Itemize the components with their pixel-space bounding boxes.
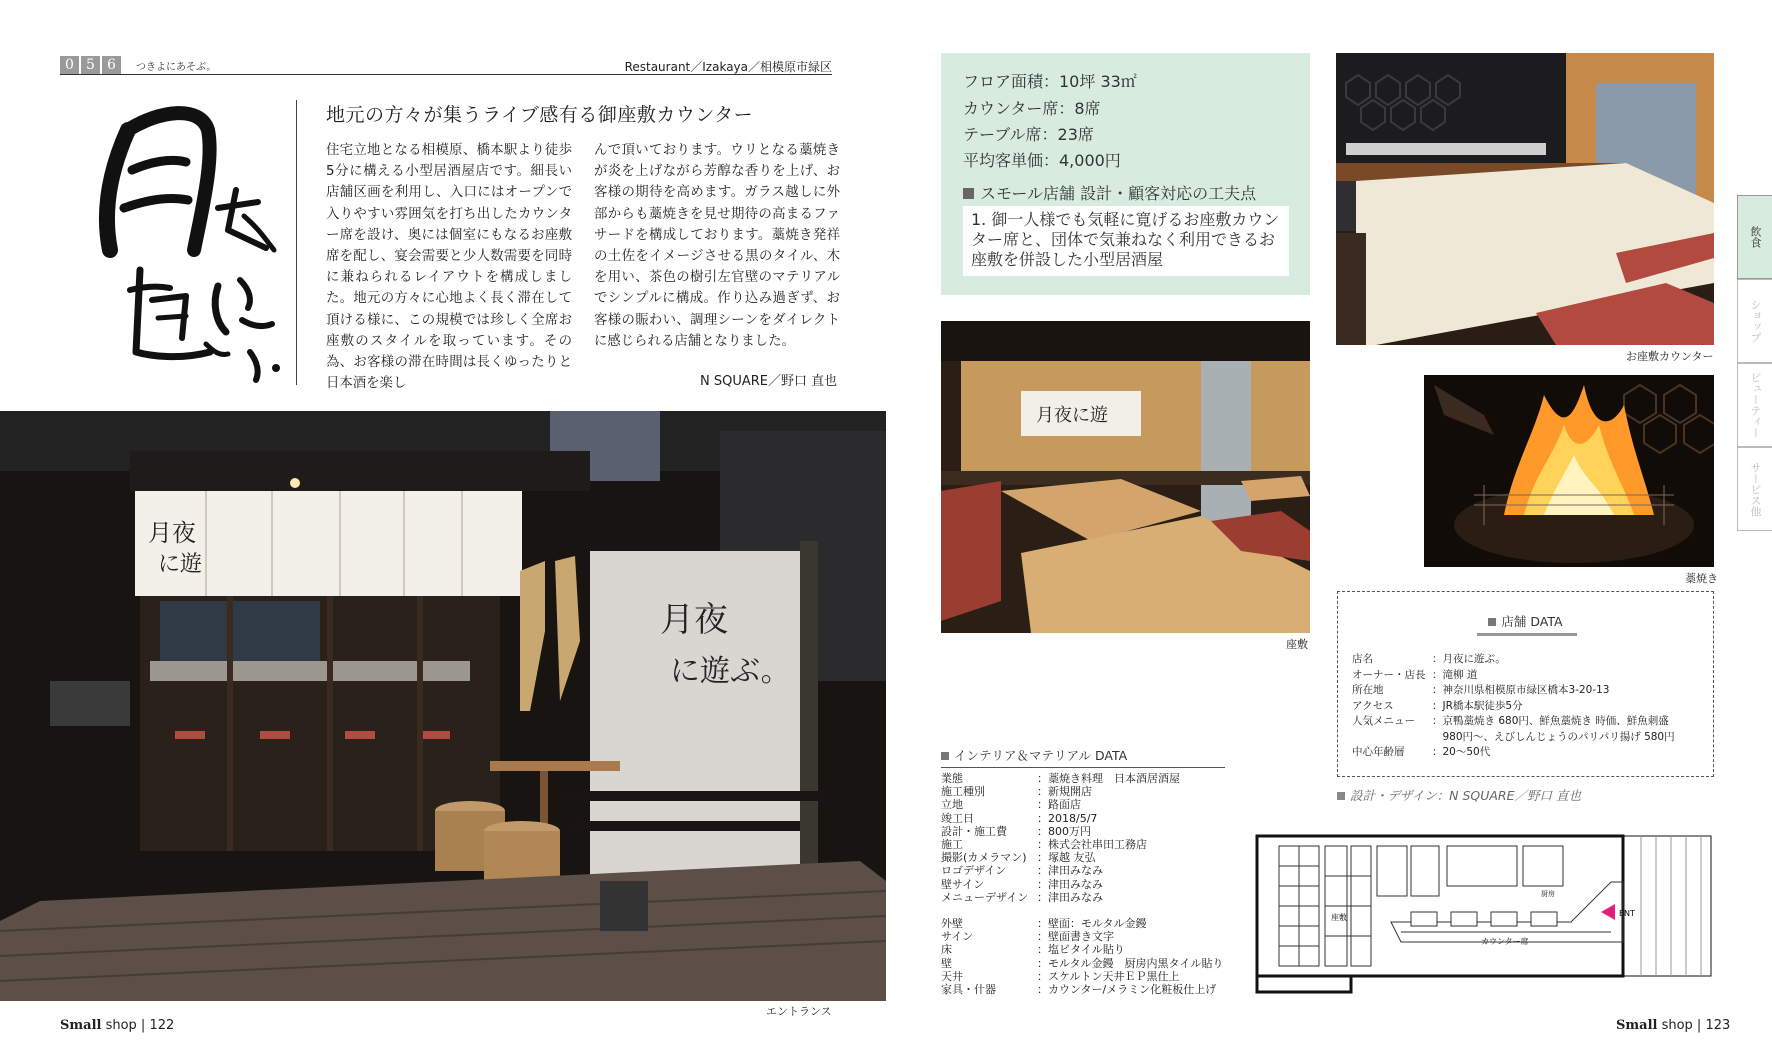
interior-row	[941, 851, 1237, 864]
store-value: ：京鴨藁焼き 680円、鮮魚藁焼き 時価、鮮魚刺盛	[1432, 715, 1669, 727]
page-code-digit: 5	[81, 56, 100, 74]
store-row	[1352, 714, 1702, 730]
interior-row	[941, 812, 1237, 825]
interior-row	[941, 864, 1237, 877]
point-title-text: スモール店舗 設計・顧客対応の工夫点	[980, 184, 1257, 203]
page-code	[60, 56, 121, 74]
svg-text:に遊: に遊	[158, 552, 203, 577]
interior-key: メニューデザイン	[941, 890, 1029, 904]
interior-value: ：800万円	[1037, 824, 1091, 838]
entrance-photo	[0, 411, 886, 1001]
interior-key: 立地	[941, 798, 963, 812]
interior-rule	[941, 767, 1225, 768]
interior-row	[941, 798, 1237, 811]
store-key: アクセス	[1352, 699, 1394, 712]
shop-logo	[90, 90, 290, 400]
interior-value: ：藁焼き料理 日本酒居酒屋	[1037, 772, 1180, 785]
interior-row	[941, 970, 1237, 983]
interior-key: 壁サイン	[941, 877, 985, 891]
square-bullet-icon	[963, 188, 974, 199]
interior-row	[941, 838, 1237, 851]
store-row	[1352, 699, 1702, 715]
floor-area: フロア面積：10坪 33㎡	[963, 72, 1137, 91]
square-bullet-icon	[941, 752, 949, 760]
tab-beauty[interactable]: ビューティー	[1737, 363, 1772, 447]
zashiki-photo	[941, 321, 1310, 633]
store-data-rows	[1352, 652, 1702, 761]
footer-page: shop | 123	[1657, 1018, 1731, 1033]
interior-value: ：スケルトン天井ＥＰ黒仕上	[1037, 969, 1180, 983]
page-code-digit: 6	[102, 56, 121, 74]
interior-row	[941, 772, 1237, 785]
svg-text:月夜に遊: 月夜に遊	[1036, 405, 1108, 426]
store-key	[1352, 730, 1432, 746]
store-value: ：JR橋本駅徒歩5分	[1432, 699, 1523, 712]
store-value: ：20〜50代	[1432, 746, 1491, 758]
interior-key: 設計・施工費	[941, 824, 1007, 838]
store-row	[1352, 683, 1702, 699]
interior-key: 施工	[941, 838, 963, 852]
article-credit: N SQUARE／野口 直也	[700, 374, 838, 389]
page-code-digit: 0	[60, 56, 79, 74]
interior-value: ：津田みなみ	[1037, 890, 1103, 904]
interior-value: ：路面店	[1037, 798, 1081, 812]
square-bullet-icon	[1488, 618, 1496, 626]
interior-row	[941, 878, 1237, 891]
category-label: Restaurant／Izakaya／相模原市緑区	[624, 60, 832, 74]
interior-value: ：株式会社串田工務店	[1037, 838, 1147, 852]
store-key: 中心年齢層	[1352, 746, 1405, 758]
interior-row	[941, 957, 1237, 970]
svg-text:月夜: 月夜	[660, 600, 728, 640]
spacer	[941, 904, 1237, 917]
yakiwara-photo	[1424, 375, 1714, 567]
store-row	[1352, 730, 1702, 746]
interior-row	[941, 930, 1237, 943]
interior-value: ：塩ビタイル貼り	[1037, 943, 1125, 957]
interior-title-text: インテリア＆マテリアル DATA	[954, 748, 1128, 763]
store-key: 人気メニュー	[1352, 715, 1415, 727]
interior-row	[941, 943, 1237, 956]
point-item: 1. 御一人様でも気軽に寛げるお座敷カウンター席と、団体で気兼ねなく利用できるお座敷を併設した小型居酒屋	[963, 206, 1289, 276]
yakiwara-caption: 藁焼き	[1685, 572, 1718, 585]
interior-value: ：モルタル金鏝 厨房内黒タイル貼り	[1037, 956, 1224, 970]
interior-value: ：壁面：モルタル金鏝	[1037, 917, 1147, 931]
avg-price: 平均客単価：4,000円	[963, 151, 1121, 170]
interior-key: 業態	[941, 772, 963, 785]
interior-key: 竣工日	[941, 811, 974, 825]
interior-value: ：津田みなみ	[1037, 877, 1103, 891]
interior-title	[941, 746, 1127, 764]
store-value: ：月夜に遊ぶ。	[1432, 653, 1506, 665]
table-seats: テーブル席：23席	[963, 125, 1094, 144]
counter-photo	[1336, 53, 1714, 345]
entrance-caption: エントランス	[766, 1005, 832, 1018]
store-value: 980円〜、えびしんじょうのパリパリ揚げ 580円	[1432, 730, 1675, 743]
interior-row	[941, 825, 1237, 838]
point-title	[963, 181, 1256, 204]
store-data-title	[1338, 612, 1713, 630]
interior-key: 家具・什器	[941, 983, 996, 997]
store-key: 店名	[1352, 653, 1373, 665]
plan-label-ent: ENT	[1619, 909, 1635, 918]
floor-plan	[1251, 832, 1714, 998]
design-credit-text: 設計・デザイン：N SQUARE／野口 直也	[1350, 788, 1581, 803]
interior-key: ロゴデザイン	[941, 864, 1007, 878]
store-key: オーナー・店長	[1352, 668, 1426, 681]
plan-label-counter: カウンター席	[1481, 937, 1529, 946]
plan-label-kitchen: 厨房	[1541, 890, 1555, 898]
svg-text:に遊ぶ。: に遊ぶ。	[670, 654, 791, 689]
store-data-title-text: 店舗 DATA	[1501, 614, 1563, 629]
footer-brand-bold: Small	[60, 1018, 102, 1033]
store-key: 所在地	[1352, 684, 1384, 696]
store-data-box	[1337, 591, 1714, 777]
interior-value: ：塚越 友弘	[1037, 851, 1096, 865]
interior-key: 施工種別	[941, 785, 985, 799]
interior-value: ：新規開店	[1037, 785, 1092, 799]
zashiki-caption: 座敷	[1286, 638, 1308, 651]
interior-key: 撮影(カメラマン)	[941, 851, 1027, 865]
interior-row	[941, 891, 1237, 904]
counter-seats: カウンター席：8席	[963, 99, 1101, 118]
store-value: ：神奈川県相模原市緑区橋本3-20-13	[1432, 684, 1610, 696]
interior-key: 天井	[941, 969, 963, 983]
interior-key: 壁	[941, 956, 952, 970]
shop-kana: つきよにあそぶ。	[136, 62, 217, 73]
interior-value: ：壁面書き文字	[1037, 930, 1114, 944]
interior-row	[941, 785, 1237, 798]
store-row	[1352, 745, 1702, 761]
left-footer	[60, 1018, 174, 1033]
interior-key: 外壁	[941, 917, 963, 931]
summary-box	[941, 53, 1310, 295]
article-body-col2: んで頂いております。ウリとなる藁焼きが炎を上げながら芳醇な香りを上げ、お客様の期待を高めます。ガラス越しに外部からも藁焼きを見せ期待の高まるファサードを構成しております。藁焼き発祥の土佐をイメージさせる黒のタイル、木を用い、茶色の樹引左官壁のマテリアルでシンプルに構成。作り込み過ぎず、お客様の賑わい、調理シーンをダイレクトに感じられる店舗となりました。	[594, 143, 840, 349]
interior-rows	[941, 772, 1237, 996]
interior-key: 床	[941, 943, 952, 957]
store-row	[1352, 668, 1702, 684]
tab-food[interactable]: 飲食	[1737, 195, 1772, 279]
article-body-col1: 住宅立地となる相模原、橋本駅より徒歩5分に構える小型居酒屋店です。細長い店舗区画を利用し、入口にはオープンで入りやすい雰囲気を打ち出したカウンター席を設け、奥には個室にもなるお座敷席を配し、宴会需要と少人数需要を同時に兼ねられるレイアウトを構成しました。地元の方々に心地よく長く滞在して頂ける様に、この規模では珍しく全席お座敷のスタイルを取っています。その為、お客様の滞在時間は長くゆったりと日本酒を楽し	[326, 143, 572, 392]
interior-value: ：2018/5/7	[1037, 811, 1098, 825]
design-credit	[1337, 786, 1581, 804]
tab-shop[interactable]: ショップ	[1737, 279, 1772, 363]
counter-caption: お座敷カウンター	[1626, 350, 1714, 363]
store-value: ：滝柳 道	[1432, 668, 1478, 681]
square-bullet-icon	[1337, 792, 1345, 800]
plan-label-zashiki: 座敷	[1331, 913, 1347, 922]
tab-service[interactable]: サービス他	[1737, 447, 1772, 531]
svg-text:月夜: 月夜	[148, 519, 196, 547]
store-row	[1352, 652, 1702, 668]
footer-page: shop | 122	[101, 1018, 175, 1033]
interior-key: サイン	[941, 930, 974, 944]
section-tabs	[1737, 195, 1772, 531]
right-footer	[1616, 1018, 1730, 1033]
store-data-rule	[1477, 633, 1577, 636]
divider-line	[296, 100, 297, 385]
article-headline: 地元の方々が集うライブ感有る御座敷カウンター	[326, 104, 754, 126]
footer-brand-bold: Small	[1616, 1018, 1658, 1033]
interior-row	[941, 917, 1237, 930]
interior-value: ：津田みなみ	[1037, 864, 1103, 878]
interior-value: ：カウンター/メラミン化粧板仕上げ	[1037, 983, 1217, 997]
interior-row	[941, 983, 1237, 996]
